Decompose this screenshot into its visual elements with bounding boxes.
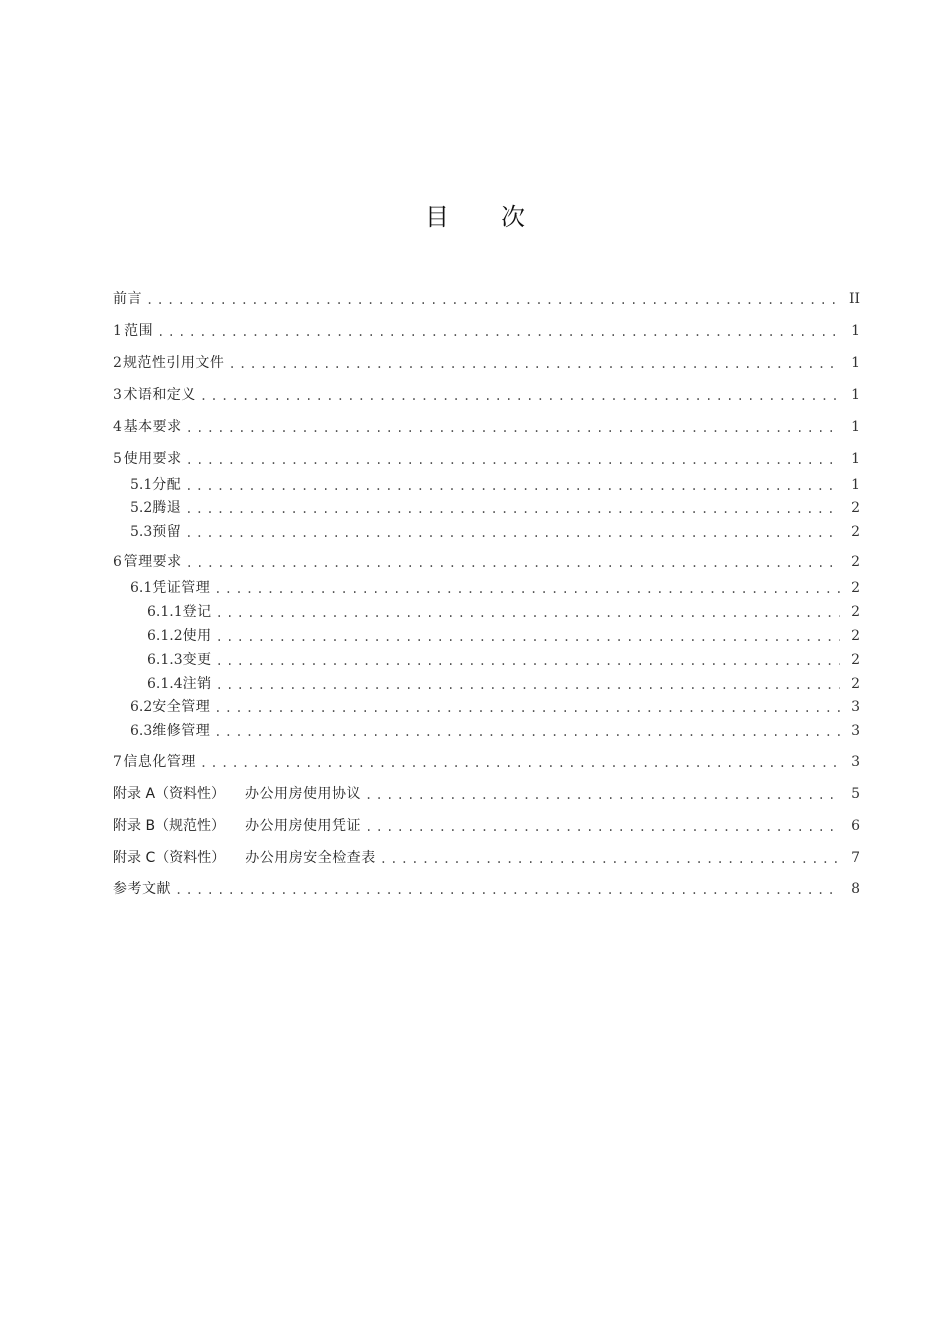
toc-entry-5-3[interactable] [113, 522, 860, 542]
dot-leader [175, 879, 840, 899]
dot-leader [214, 578, 840, 598]
toc-entry-number: 6.1.3 [147, 652, 183, 668]
toc-entry-6-2[interactable] [113, 697, 860, 717]
toc-entry-title: 变更 [182, 652, 212, 668]
dot-leader [228, 353, 840, 373]
toc-entry-page: 1 [851, 477, 860, 493]
toc-entry-number: 5 [113, 451, 122, 467]
toc-entry-number: 附录 C（资料性） [113, 850, 226, 866]
dot-leader [186, 552, 840, 572]
dot-leader [157, 321, 840, 341]
toc-entry-title: 注销 [182, 676, 212, 692]
toc-entry-title: 管理要求 [123, 554, 182, 570]
toc-entry-number: 2 [113, 355, 122, 371]
toc-entry-page: 2 [851, 604, 860, 620]
page-title-char-2: 次 [501, 203, 525, 231]
dot-leader [200, 752, 840, 772]
toc-entry-number: 5.2 [130, 500, 153, 516]
toc-entry-page: 1 [851, 451, 860, 467]
toc-entry-page: 2 [851, 554, 860, 570]
dot-leader [216, 650, 840, 670]
dot-leader [186, 417, 840, 437]
toc-entry-title: 分配 [152, 477, 182, 493]
dot-leader [200, 385, 840, 405]
toc-entry-1[interactable] [113, 321, 860, 341]
toc-entry-page: 5 [851, 786, 860, 802]
dot-leader [186, 449, 840, 469]
toc-entry-6-1[interactable] [113, 578, 860, 598]
dot-leader [185, 475, 840, 495]
toc-entry-title: 维修管理 [152, 723, 211, 739]
toc-entry-6-1-1[interactable] [113, 602, 860, 622]
toc-entry-page: 6 [851, 818, 860, 834]
dot-leader [380, 848, 840, 868]
toc-entry-page: 2 [851, 652, 860, 668]
toc-entry-appendix-c[interactable] [113, 848, 860, 868]
toc-entry-page: 8 [851, 881, 860, 897]
dot-leader [214, 721, 840, 741]
toc-entry-title: 参考文献 [113, 881, 171, 897]
toc-entry-references[interactable] [113, 879, 860, 899]
toc-entry-title: 登记 [182, 604, 212, 620]
toc-entry-number: 6.1.2 [147, 628, 183, 644]
toc-entry-page: 7 [851, 850, 860, 866]
toc-entry-number: 3 [113, 387, 122, 403]
toc-entry-title: 规范性引用文件 [122, 355, 225, 371]
toc-entry-number: 6.1.1 [147, 604, 183, 620]
toc-entry-title: 办公用房使用协议 [245, 786, 362, 802]
toc-entry-title: 预留 [152, 524, 182, 540]
toc-entry-6-3[interactable] [113, 721, 860, 741]
toc-entry-number: 6.2 [130, 699, 153, 715]
toc-entry-number: 6.1 [130, 580, 153, 596]
toc-entry-title: 腾退 [152, 500, 182, 516]
toc-entry-5[interactable] [113, 449, 860, 469]
toc-entry-title: 范围 [124, 323, 154, 339]
toc-entry-number: 1 [113, 323, 122, 339]
toc-entry-6-1-4[interactable] [113, 674, 860, 694]
toc-entry-number: 4 [113, 419, 122, 435]
toc-entry-2[interactable] [113, 353, 860, 373]
toc-entry-page: 3 [851, 723, 860, 739]
toc-entry-title: 术语和定义 [123, 387, 196, 403]
dot-leader [216, 674, 840, 694]
toc-entry-page: 2 [851, 524, 860, 540]
toc-entry-6-1-3[interactable] [113, 650, 860, 670]
toc-entry-page: 1 [851, 419, 860, 435]
toc-entry-5-2[interactable] [113, 498, 860, 518]
toc-entry-number: 6.3 [130, 723, 153, 739]
toc-entry-number: 7 [113, 754, 122, 770]
page-title [0, 200, 950, 234]
page-title-char-1: 目 [425, 203, 449, 231]
toc-entry-page: 1 [851, 355, 860, 371]
toc-entry-page: 2 [851, 628, 860, 644]
dot-leader [365, 784, 840, 804]
toc-entry-number: 附录 A（资料性） [113, 786, 226, 802]
toc-entry-page: II [848, 291, 860, 307]
toc-entry-number: 6.1.4 [147, 676, 183, 692]
toc-entry-number: 5.3 [130, 524, 153, 540]
dot-leader [146, 289, 840, 309]
toc-entry-foreword[interactable] [113, 289, 860, 309]
toc-entry-title: 信息化管理 [123, 754, 196, 770]
toc-entry-page: 1 [851, 387, 860, 403]
toc-entry-number: 6 [113, 554, 122, 570]
toc-entry-number: 附录 B（规范性） [113, 818, 226, 834]
toc-entry-page: 3 [851, 754, 860, 770]
toc-entry-4[interactable] [113, 417, 860, 437]
toc-entry-appendix-a[interactable] [113, 784, 860, 804]
toc-entry-appendix-b[interactable] [113, 816, 860, 836]
dot-leader [216, 626, 840, 646]
toc-entry-3[interactable] [113, 385, 860, 405]
toc-entry-7[interactable] [113, 752, 860, 772]
dot-leader [185, 522, 840, 542]
toc-entry-title: 凭证管理 [152, 580, 211, 596]
toc-entry-title: 使用 [182, 628, 212, 644]
dot-leader [216, 602, 840, 622]
dot-leader [214, 697, 840, 717]
toc-entry-title: 前言 [113, 291, 142, 307]
toc-entry-5-1[interactable] [113, 475, 860, 495]
dot-leader [365, 816, 840, 836]
toc-entry-page: 2 [851, 580, 860, 596]
dot-leader [185, 498, 840, 518]
toc-entry-page: 2 [851, 676, 860, 692]
toc-entry-title: 办公用房安全检查表 [245, 850, 376, 866]
toc-entry-title: 办公用房使用凭证 [245, 818, 362, 834]
toc-entry-6-1-2[interactable] [113, 626, 860, 646]
toc-entry-number: 5.1 [130, 477, 153, 493]
toc-entry-page: 1 [851, 323, 860, 339]
toc-entry-page: 2 [851, 500, 860, 516]
toc-entry-title: 基本要求 [123, 419, 182, 435]
toc-entry-page: 3 [851, 699, 860, 715]
toc-entry-title: 安全管理 [152, 699, 211, 715]
toc-entry-title: 使用要求 [123, 451, 182, 467]
toc-entry-6[interactable] [113, 552, 860, 572]
